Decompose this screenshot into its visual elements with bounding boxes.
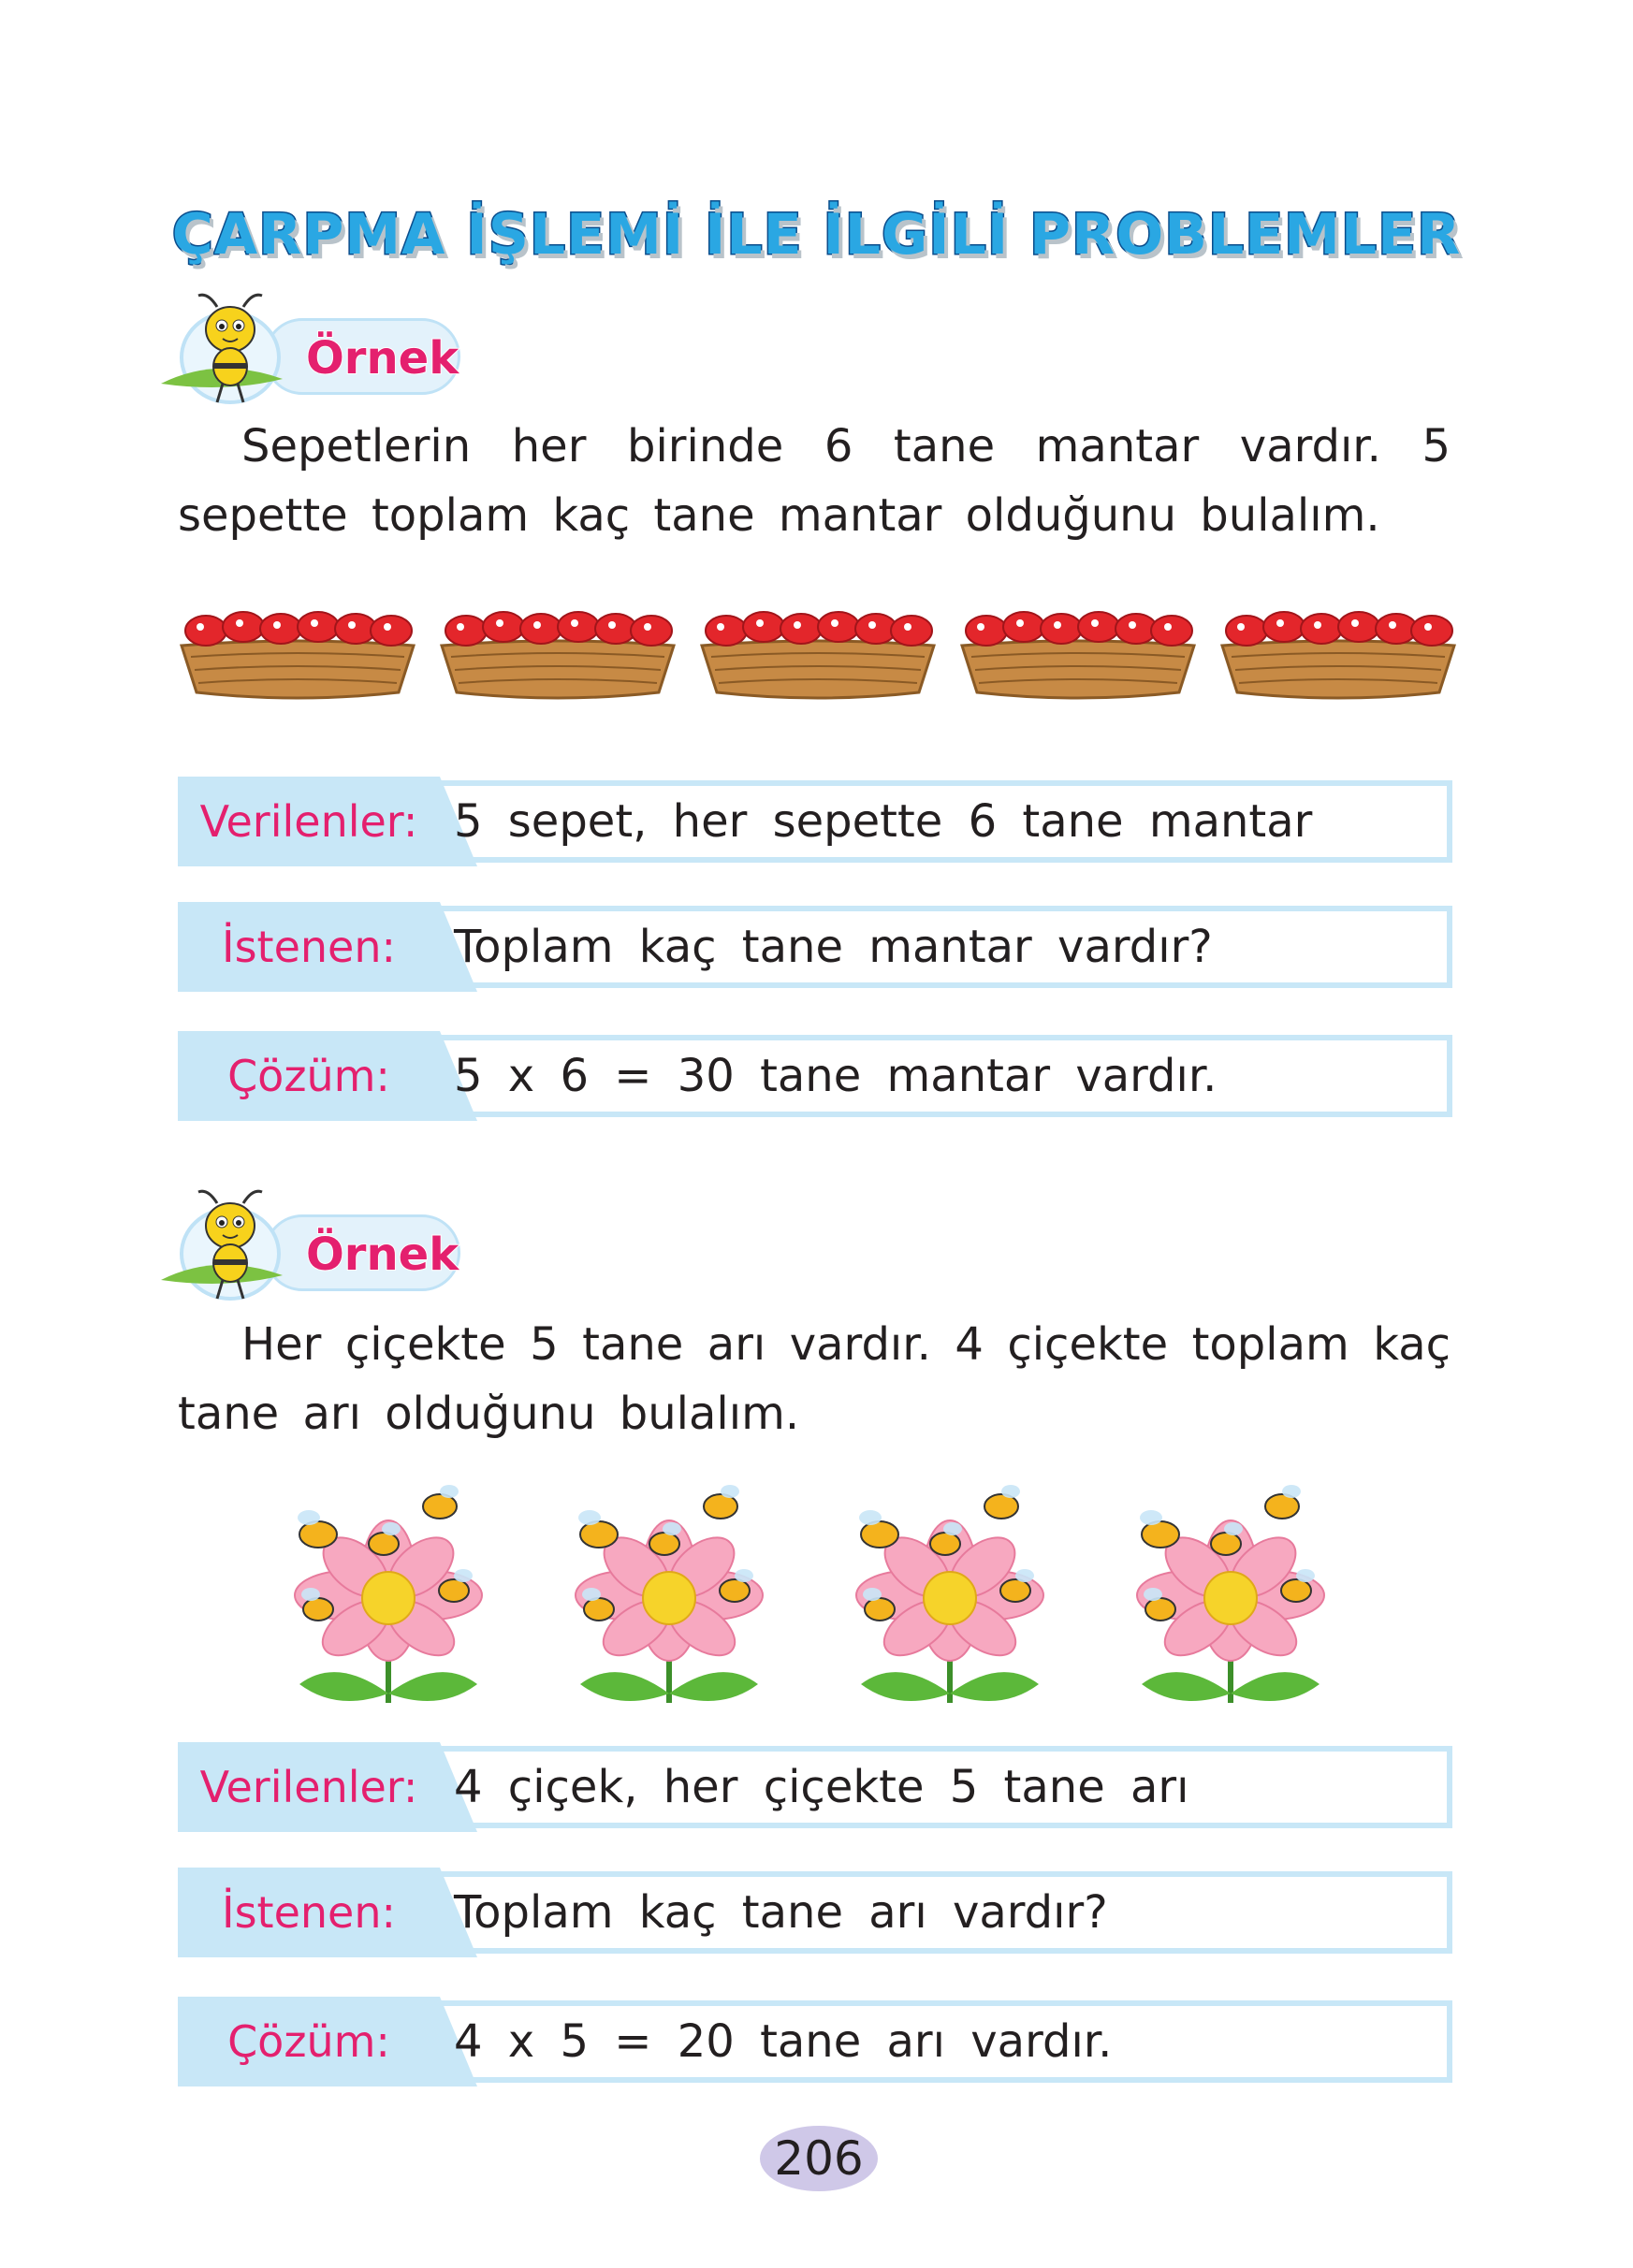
asked-label: İstenen:: [178, 1868, 440, 1957]
ornek-badge: [161, 1198, 479, 1301]
asked-value: Toplam kaç tane arı vardır?: [454, 1886, 1108, 1939]
page-title: ÇARPMA İŞLEMİ İLE İLGİLİ PROBLEMLER: [171, 202, 1462, 268]
givens-label: Verilenler:: [178, 1742, 440, 1832]
flower-with-bees-icon: [281, 1469, 496, 1712]
flowers-with-bees: [281, 1469, 1357, 1712]
solution-row-2: [178, 1997, 1452, 2086]
givens-label: Verilenler:: [178, 777, 440, 866]
bee-mascot-icon: [161, 1186, 301, 1308]
givens-row-2: [178, 1742, 1452, 1832]
basket-icon: [1218, 599, 1458, 702]
solution-value: 4 x 5 = 20 tane arı vardır.: [454, 2015, 1113, 2068]
asked-row-1: [178, 902, 1452, 992]
bee-mascot-icon: [161, 290, 301, 412]
ornek-badge: [161, 301, 479, 404]
basket-icon: [178, 599, 417, 702]
problem-text-2: Her çiçekte 5 tane arı vardır. 4 çiçekte toplam kaç tane arı olduğunu bulalım.: [178, 1318, 1451, 1440]
basket-icon: [958, 599, 1198, 702]
solution-row-1: [178, 1031, 1452, 1121]
ornek-badge-label: Örnek: [306, 1228, 459, 1281]
givens-value: 5 sepet, her sepette 6 tane mantar: [454, 795, 1313, 848]
solution-label: Çözüm:: [178, 1997, 440, 2086]
givens-row-1: [178, 777, 1452, 866]
solution-value: 5 x 6 = 30 tane mantar vardır.: [454, 1050, 1217, 1102]
asked-row-2: [178, 1868, 1452, 1957]
mushroom-baskets: [178, 599, 1460, 702]
flower-with-bees-icon: [561, 1469, 777, 1712]
solution-label: Çözüm:: [178, 1031, 440, 1121]
asked-label: İstenen:: [178, 902, 440, 992]
flower-with-bees-icon: [842, 1469, 1057, 1712]
basket-icon: [438, 599, 678, 702]
problem-text-1: Sepetlerin her birinde 6 tane mantar vardır. 5 sepette toplam kaç tane mantar olduğunu bulalım.: [178, 420, 1451, 542]
flower-with-bees-icon: [1123, 1469, 1338, 1712]
ornek-badge-label: Örnek: [306, 332, 459, 385]
givens-value: 4 çiçek, her çiçekte 5 tane arı: [454, 1761, 1189, 1813]
page-number: 206: [760, 2126, 878, 2191]
basket-icon: [698, 599, 938, 702]
asked-value: Toplam kaç tane mantar vardır?: [454, 921, 1213, 973]
